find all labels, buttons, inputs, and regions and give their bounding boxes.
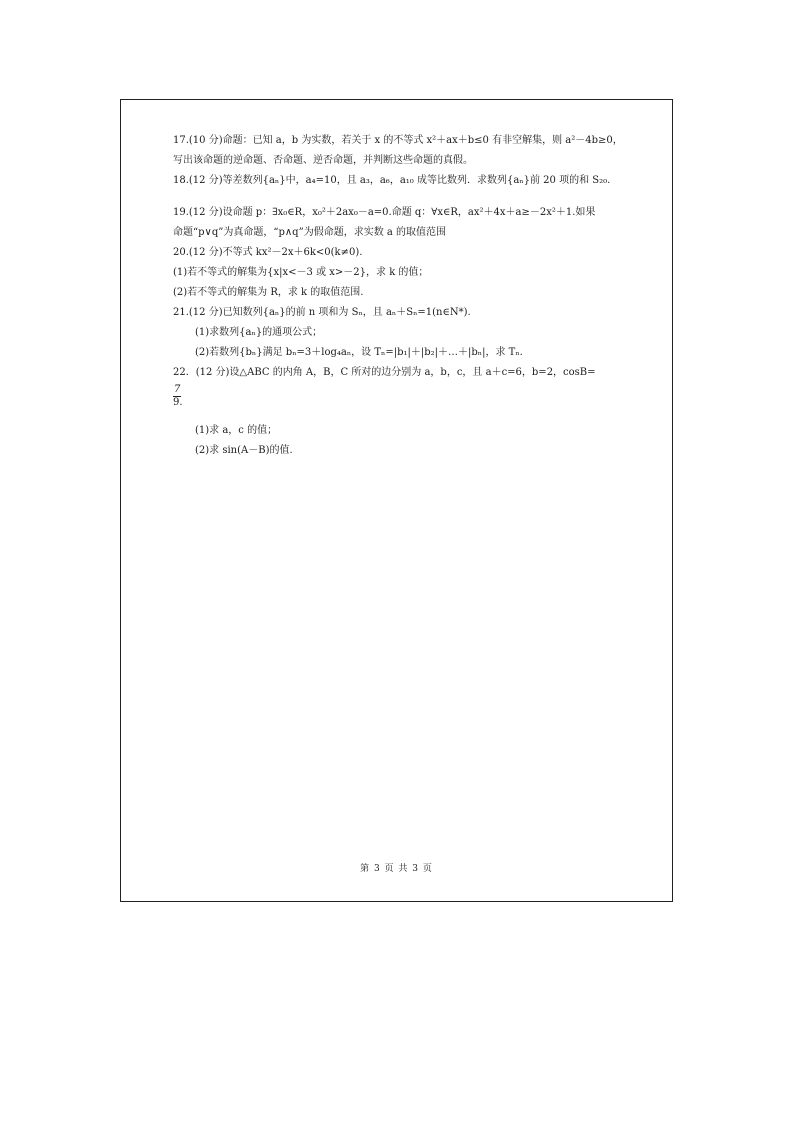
problem-22 (173, 363, 663, 461)
problem-20-sub-2: (2)若不等式的解集为 R，求 k 的取值范围. (173, 287, 364, 298)
spacer (173, 191, 663, 203)
fraction-denominator: 9 (173, 397, 180, 408)
problem-17 (173, 131, 663, 171)
fraction-numerator-row (173, 383, 663, 397)
spacer (173, 409, 663, 421)
problem-21 (173, 303, 663, 363)
problem-17-line-1: 17.(10 分)命题：已知 a，b 为实数，若关于 x 的不等式 x²＋ax＋b≤0 有非空解集，则 a²－4b≥0， (173, 135, 623, 146)
problem-20-line-1: 20.(12 分)不等式 kx²－2x＋6k<0(k≠0). (173, 247, 363, 258)
fraction-numerator: 7 (174, 384, 181, 395)
problem-17-line-2: 写出该命题的逆命题、否命题、逆否命题，并判断这些命题的真假。 (173, 155, 473, 166)
problem-20 (173, 243, 663, 303)
problem-22-line-1: 22．(12 分)设△ABC 的内角 A，B，C 所对的边分别为 a，b，c，且 a＋c=6，b=2，cosB= (173, 367, 596, 378)
page-frame (120, 99, 673, 902)
problem-22-sub-1: (1)求 a，c 的值； (195, 425, 278, 436)
problem-19-line-2: 命题“p∨q”为真命题，“p∧q”为假命题，求实数 a 的取值范围 (173, 227, 447, 238)
fraction-tail: . (179, 397, 183, 408)
problem-19-line-1: 19.(12 分)设命题 p：∃x₀∈R，x₀²＋2ax₀－a=0.命题 q：∀x∈R，ax²＋4x＋a≥－2x²＋1.如果 (173, 207, 596, 218)
fraction-denominator-row (173, 397, 663, 409)
page-number: 第 3 页 共 3 页 (360, 864, 433, 874)
problem-21-line-1: 21.(12 分)已知数列{aₙ}的前 n 项和为 Sₙ，且 aₙ＋Sₙ=1(n∈N*). (173, 307, 471, 318)
problem-20-sub-1: (1)若不等式的解集为{x|x<－3 或 x>－2}，求 k 的值； (173, 267, 429, 278)
problem-19 (173, 203, 663, 243)
problem-22-sub-2: (2)求 sin(A－B)的值. (195, 445, 293, 456)
problem-18 (173, 171, 663, 191)
problem-21-sub-1: (1)求数列{aₙ}的通项公式； (195, 327, 323, 338)
problem-list (173, 131, 663, 461)
problem-21-sub-2: (2)若数列{bₙ}满足 bₙ=3＋log₄aₙ，设 Tₙ=|b₁|＋|b₂|＋…＋|bₙ|，求 Tₙ. (195, 347, 523, 358)
problem-18-line-1: 18.(12 分)等差数列{aₙ}中，a₄=10，且 a₃，a₆，a₁₀ 成等比数列．求数列{aₙ}前 20 项的和 S₂₀. (173, 175, 611, 186)
